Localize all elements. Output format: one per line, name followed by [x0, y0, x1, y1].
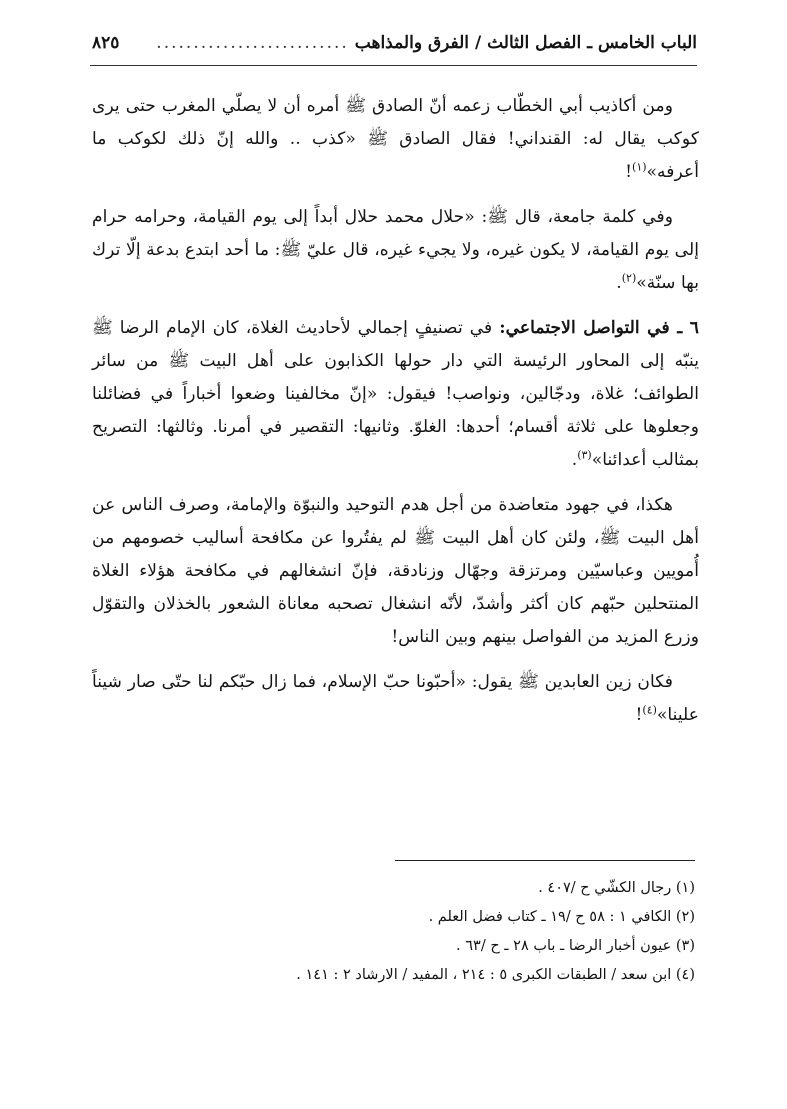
paragraph-tail: ! [635, 705, 643, 725]
header-rule [90, 65, 697, 66]
body-text [92, 90, 699, 744]
paragraph-tail: . [571, 450, 578, 470]
footnote-ref-1[interactable]: (١) [632, 160, 647, 174]
footnote-ref-2[interactable]: (٢) [621, 271, 637, 285]
footnote-rule [395, 860, 695, 861]
footnotes [92, 874, 695, 990]
paragraph-text: هكذا، في جهود متعاضدة من أجل هدم التوحيد والنبوّة والإمامة، وصرف الناس عن أهل البيت ﷺ، ولئن كان أهل البيت ﷺ لم يفتُروا عن مكافحة أساليب خصومهم من أُمويين وعباسيّين ومرتزقة وجهّال وزنادقة، فإنّ انشغالهم في مكافحة هؤلاء الغلاة المنتحلين حبّهم كان أكثر وأشدّ، لأنّه انشغال تصحبه معاناة الشعور بالخذلان والتقوّل وزرع المزيد من الفواصل بينهم وبين الناس! [92, 495, 699, 647]
paragraph-4 [92, 489, 699, 654]
paragraph-5 [92, 666, 699, 732]
leader-dots: .......................... [156, 33, 349, 53]
paragraph-text: وفي كلمة جامعة، قال ﷺ: «حلال محمد حلال أبداً إلى يوم القيامة، وحرامه حرام إلى يوم القيامة، لا يكون غيره، ولا يجيء غيره، قال عليّ ﷺ: ما أحد ابتدع بدعة إلّا ترك بها سنّة» [92, 207, 699, 293]
footnote-ref-4[interactable]: (٤) [642, 703, 657, 717]
section-heading: ٦ ـ في التواصل الاجتماعي: [499, 318, 699, 338]
page-number: ٨٢٥ [92, 33, 120, 53]
running-header [92, 33, 697, 61]
footnote-2: (٢) الكافي ١ : ٥٨ ح /١٩ ـ كتاب فضل العلم . [428, 909, 695, 925]
paragraph-3 [92, 312, 699, 477]
chapter-title: الباب الخامس ـ الفصل الثالث / الفرق والمذاهب [354, 33, 697, 53]
footnote-3: (٣) عيون أخبار الرضا ـ باب ٢٨ ـ ح /٦٣ . [456, 938, 695, 954]
paragraph-text: في تصنيفٍ إجمالي لأحاديث الغلاة، كان الإمام الرضا ﷺ ينبّه إلى المحاور الرئيسة التي دار حولها الكذابون على أهل البيت ﷺ من سائر الطوائف؛ غلاة، ودجّالين، ونواصب! فيقول: «إنّ مخالفينا وضعوا أخباراً في فضائلنا وجعلوها على ثلاثة أقسام؛ أحدها: الغلوّ. وثانيها: التقصير في أمرنا. وثالثها: التصريح بمثالب أعدائنا» [92, 318, 699, 470]
footnote-4: (٤) ابن سعد / الطبقات الكبرى ٥ : ٢١٤ ، المفيد / الارشاد ٢ : ١٤١ . [296, 967, 695, 983]
paragraph-1 [92, 90, 699, 189]
paragraph-tail: . [616, 273, 622, 293]
paragraph-text: ومن أكاذيب أبي الخطّاب زعمه أنّ الصادق ﷺ أمره أن لا يصلّي المغرب حتى يرى كوكب يقال له: القنداني! فقال الصادق ﷺ «كذب .. والله إنّ ذلك لكوكب ما أعرفه» [92, 96, 699, 182]
footnote-ref-3[interactable]: (٣) [577, 448, 592, 462]
paragraph-tail: ! [625, 162, 633, 182]
footnote-1: (١) رجال الكشّي ح /٤٠٧ . [538, 880, 695, 896]
paragraph-text: فكان زين العابدين ﷺ يقول: «أحبّونا حبّ الإسلام، فما زال حبّكم لنا حتّى صار شيناً علينا» [92, 672, 699, 725]
paragraph-2 [92, 201, 699, 300]
